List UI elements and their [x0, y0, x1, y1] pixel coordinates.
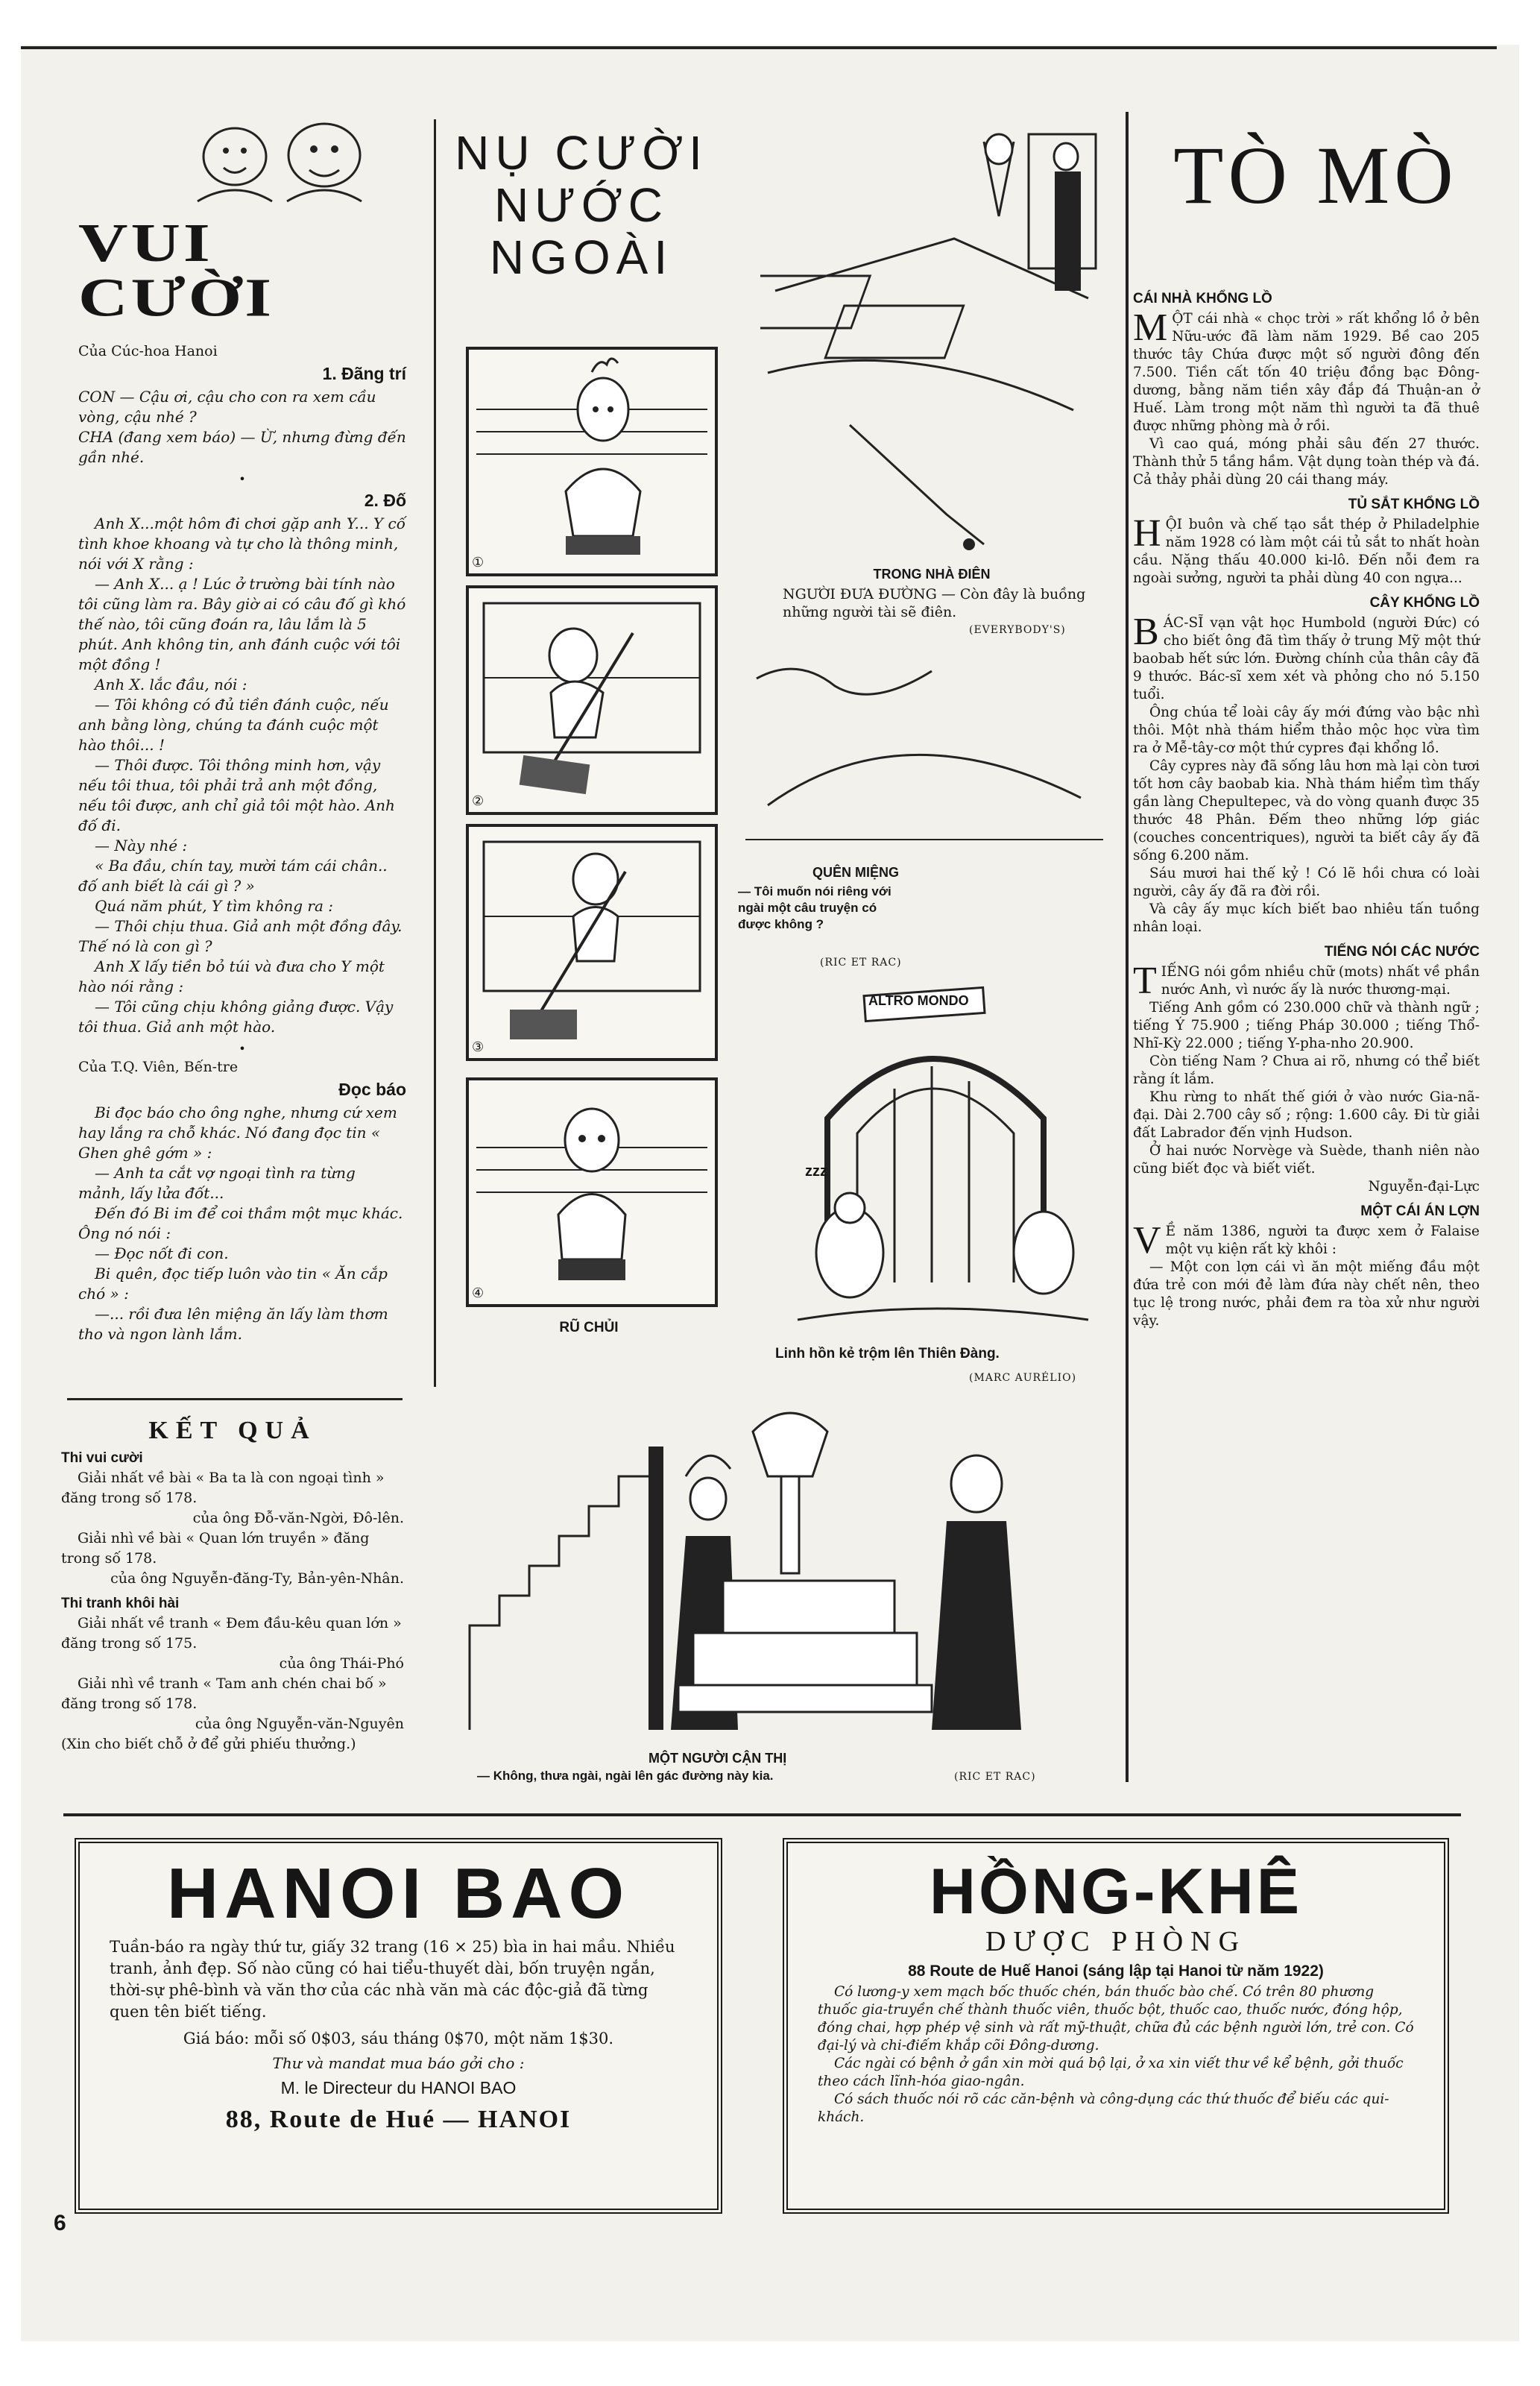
column-divider [434, 119, 436, 1387]
vui-cuoi-illustration [168, 104, 391, 209]
cartoon-source: (RIC ET RAC) [820, 957, 902, 969]
drop-cap: H [1133, 512, 1161, 555]
drop-cap: M [1133, 306, 1168, 349]
ad-subtitle: DƯỢC PHÒNG [985, 1926, 1247, 1958]
article-paragraph: ỘI buôn và chế tạo sắt thép ở Philadelphie năm 1928 có làm một cái tủ sắt to nhất hoàn cầu. Nặng thấu 40.000 ki-lô. Đến nỗi đem ra ngoài sưởng, người ta phải dùng 40 con ngựa... [1133, 517, 1480, 586]
joke-paragraph: Anh X...một hôm đi chơi gặp anh Y... Y cố tình khoe khoang và tự cho là thông minh, nói với X rằng : [78, 514, 405, 573]
article-heading: TỦ SẮT KHỔNG LỒ [1348, 497, 1480, 512]
comic-panel-1 [466, 347, 718, 576]
joke-paragraph: Đến đó Bi im để coi thầm một mục khác. Ông nó nói : [78, 1204, 403, 1242]
article-paragraph: Khu rừng to nhất thế giới ở vào nước Gia-nã-đại. Dài 2.700 cây số ; rộng: 1.600 cây. Đi từ giải đất Labrador đến vịnh Hudson. [1133, 1089, 1480, 1141]
joke-line: CON — Cậu ơi, cậu cho con ra xem cầu vòng, cậu nhé ? [78, 388, 376, 426]
joke-paragraph: Anh X. lắc đầu, nói : [95, 676, 247, 693]
ad-address: 88 Route de Huế Hanoi (sáng lập tại Hanoi từ năm 1922) [908, 1962, 1324, 1980]
cartoon-title: TRONG NHÀ ĐIÊN [873, 567, 991, 582]
comic-figure [469, 588, 715, 812]
joke-line: CHA (đang xem báo) — Ừ, nhưng đừng đến gần nhé. [78, 428, 406, 466]
cartoon-source: (EVERYBODY'S) [969, 624, 1066, 636]
article-paragraph: Cây cypres này đã sống lâu hơn mà lại còn tươi tốt hơn cây baobab kia. Nhà thám hiểm tìm thấy gần làng Chepultepec, và do vòng quanh được 35 thước 48 Phân. Đếm theo những lớp giác (couches concentriques), người ta biết cây ấy đã sống 6.200 năm. [1133, 758, 1480, 863]
title-line: NƯỚC [494, 178, 669, 232]
joke-paragraph: — Đọc nốt đi con. [95, 1244, 229, 1262]
cartoon-caption: NGƯỜI ĐƯA ĐƯỜNG — Còn đây là buồng những người tài sẽ điên. [783, 586, 1086, 620]
joke-paragraph: Bi đọc báo cho ông nghe, nhưng cứ xem hay lắng ra chỗ khác. Nó đang đọc tin « Ghen ghê gớm » : [78, 1104, 397, 1162]
joke-paragraph: « Ba đầu, chín tay, mười tám cái chân.. đố anh biết là cái gì ? » [78, 857, 388, 895]
article-paragraph: Vì cao quá, móng phải sâu đến 27 thước. Thành thử 5 tầng hầm. Vật dụng toàn thép và đá. Cả thảy phải dùng 20 cái thang máy. [1133, 436, 1480, 488]
article-paragraph: Còn tiếng Nam ? Chưa ai rõ, nhưng có thể biết rằng ít lắm. [1133, 1054, 1480, 1087]
comic-panel-4 [466, 1077, 718, 1307]
article-paragraph: ÁC-SĨ vạn vật học Humbold (người Đức) có cho biết ông đã tìm thấy ở trung Mỹ một thứ baobab hết sức lớn. Đường chính của thân cây đã 9 thước. Bác-sĩ xem xét và phỏng cho nó 5.150 tuổi. [1133, 615, 1480, 702]
article-paragraph: — Một con lợn cái vì ăn một miếng đầu một đứa trẻ con mới đẻ làm đứa này chết nên, theo tục lệ trong nước, phải đem ra tòa xử như người vậy. [1133, 1259, 1480, 1329]
ad-price: Giá báo: mỗi số 0$03, sáu tháng 0$70, một năm 1$30. [183, 2029, 614, 2047]
article-heading: TIẾNG NÓI CÁC NƯỚC [1324, 944, 1480, 960]
ketqua-result: Giải nhì về bài « Quan lớn truyền » đăng trong số 178. [61, 1530, 370, 1567]
joke-paragraph: — Thôi chịu thua. Giả anh một đồng đây. Thế nó là con gì ? [78, 917, 403, 955]
comic-panel-2 [466, 585, 718, 815]
title-line: NỤ CƯỜI [455, 126, 708, 180]
ketqua-note: (Xin cho biết chỗ ở để gửi phiếu thưởng.) [61, 1736, 356, 1752]
to-mo-column [1133, 283, 1480, 1330]
article-heading: MỘT CÁI ÁN LỢN [1360, 1203, 1480, 1219]
ad-mail: Thư và mandat mua báo gởi cho : [272, 2053, 525, 2072]
joke-paragraph: Quá năm phút, Y tìm không ra : [95, 897, 333, 915]
ketqua-winner: của ông Thái-Phó [279, 1655, 404, 1672]
ad-title: HANOI BAO [166, 1854, 631, 1933]
hong-khe-ad [783, 1838, 1449, 2214]
article-heading: CÁI NHÀ KHỔNG LỒ [1133, 291, 1272, 306]
ketqua-subheading: Thi vui cười [61, 1450, 143, 1466]
column-divider [1126, 112, 1129, 1782]
joke-paragraph: —... rồi đưa lên miệng ăn lấy làm thơm tho và ngon lành lắm. [78, 1305, 388, 1343]
ketqua-winner: của ông Đỗ-văn-Ngời, Đô-lên. [192, 1510, 404, 1526]
ad-address: 88, Route de Hué — HANOI [225, 2105, 572, 2133]
drop-cap: T [1133, 960, 1157, 1002]
joke-paragraph: — Tôi cũng chịu không giảng được. Vậy tôi thua. Giả anh một hào. [78, 998, 394, 1036]
comic-figure [469, 1080, 715, 1304]
vui-cuoi-column [78, 112, 406, 1344]
comic-panel-3 [466, 824, 718, 1061]
short-sighted-cartoon [455, 1387, 1111, 1745]
cartoon-rule [745, 839, 1103, 840]
ad-text: Tuần-báo ra ngày thứ tư, giấy 32 trang (16 × 25) bìa in hai mầu. Nhiều tranh, ảnh đẹp. Số nào cũng có hai tiểu-thuyết dài, bốn truyện ngắn, thời-sự phê-bình và văn thơ của các nhà văn mà các độc-giả đã từng quen tên biết tiếng. [110, 1937, 675, 2021]
separator-dot: • [239, 472, 246, 486]
joke-heading: 2. Đố [364, 491, 406, 510]
hill-sketch [753, 649, 1111, 820]
article-heading: CÂY KHỔNG LỒ [1369, 595, 1480, 611]
article-paragraph: IẾNG nói gồm nhiều chữ (mots) nhất về phần nước Anh, vì nước ấy là nước thương-mại. [1161, 964, 1480, 998]
panel-number: ② [472, 793, 485, 809]
panel-number: ④ [472, 1285, 485, 1301]
joke-heading: Đọc báo [338, 1080, 406, 1099]
separator-dot: • [239, 1042, 246, 1056]
article-paragraph: ỘT cái nhà « chọc trời » rất khổng lồ ở bên Nữu-ước đã làm năm 1929. Bề cao 205 thước tây Chứa được một số người đông đến 7.500. Tiền cất tốn 40 triệu đồng bạc Đông-dương, bằng năm tiền xây đắp đá Thuận-an ở Huế. Làm trong một năm thì người ta đã thuê được những phòng mà ở rồi. [1133, 311, 1480, 434]
heaven-gate-cartoon [783, 969, 1103, 1335]
title-line: NGOÀI [489, 230, 674, 284]
cartoon-title: QUÊN MIỆNG [812, 865, 900, 880]
joke-paragraph: Bi quên, đọc tiếp luôn vào tin « Ăn cắp chó » : [78, 1265, 388, 1303]
cartoon-caption: — Không, thưa ngài, ngài lên gác đường này kia. [477, 1769, 774, 1783]
ketqua-rule [67, 1398, 403, 1400]
panel-number: ③ [472, 1039, 485, 1055]
snore-text: zzz [805, 1163, 827, 1180]
cartoon-title: MỘT NGƯỜI CẬN THỊ [648, 1751, 787, 1766]
ad-text: Có sách thuốc nói rõ các căn-bệnh và công-dụng các thứ thuốc để biếu các qui-khách. [818, 2091, 1389, 2126]
joke-heading: 1. Đãng trí [322, 364, 406, 383]
ad-director: M. le Directeur du HANOI BAO [280, 2077, 517, 2097]
article-signature: Nguyễn-đại-Lực [1368, 1179, 1480, 1194]
ketqua-subheading: Thi tranh khôi hài [61, 1596, 180, 1611]
madhouse-cartoon [760, 127, 1103, 567]
article-paragraph: Và cây ấy mục kích biết bao nhiêu tấn tuồng nhân loại. [1133, 901, 1480, 935]
ad-text: Các ngài có bệnh ở gần xin mời quá bộ lại, ở xa xin viết thư về kể bệnh, gởi thuốc theo cách lĩnh-hóa giao-ngân. [818, 2056, 1404, 2090]
ketqua-result: Giải nhất về bài « Ba ta là con ngoại tình » đăng trong số 178. [61, 1470, 385, 1506]
joke-paragraph: — Này nhé : [95, 837, 188, 854]
joke-paragraph: — Tôi không có đủ tiền đánh cuộc, nếu anh bằng lòng, chúng ta đánh cuộc một hào thôi... ! [78, 696, 389, 754]
nu-cuoi-title [440, 127, 723, 283]
joke-paragraph: — Thôi được. Tôi thông minh hơn, vậy nếu tôi thua, tôi phải trả anh một đồng, nếu tôi được, anh chỉ giả tôi một hào. Anh đố đi. [78, 756, 395, 834]
drop-cap: B [1133, 611, 1159, 653]
joke-paragraph: Anh X lấy tiền bỏ túi và đưa cho Y một hào nói rằng : [78, 957, 385, 995]
ketqua-result: Giải nhất về tranh « Đem đầu-kêu quan lớn » đăng trong số 175. [61, 1615, 402, 1652]
gate-sign-text: ALTRO MONDO [868, 993, 969, 1008]
section-title-vui-cuoi: VUI CƯỜI [78, 212, 275, 328]
top-rule [21, 46, 1497, 49]
comic-figure [469, 350, 715, 573]
ket-qua-box [61, 1417, 404, 1754]
credit: Của T.Q. Viên, Bến-tre [78, 1059, 239, 1075]
ad-text: Có lương-y xem mạch bốc thuốc chén, bán thuốc bào chế. Có trên 80 phương thuốc gia-truyền chế thành thuốc viên, thuốc bột, thuốc cao, thuốc nước, đóng hộp, đóng chai, hợp phép vệ sinh và rất mỹ-thuật, chữa đủ các bệnh người lớn, trẻ con. Có đại-lý và chi-điếm khắp cõi Đông-dương. [818, 1984, 1414, 2054]
credit: Của Cúc-hoa Hanoi [78, 343, 218, 359]
ketqua-winner: của ông Nguyễn-đăng-Ty, Bản-yên-Nhân. [110, 1570, 404, 1587]
to-mo-title: TÒ MÒ [1173, 130, 1458, 221]
comic-caption: RŨ CHỦI [559, 1320, 619, 1335]
article-paragraph: Tiếng Anh gồm có 230.000 chữ và thành ngữ ; tiếng Ý 75.900 ; tiếng Pháp 30.000 ; tiếng Thổ-Nhĩ-Kỳ 22.000 ; tiếng Y-pha-nho 20.900. [1133, 1000, 1480, 1051]
joke-paragraph: — Anh ta cắt vợ ngoại tình ra từng mảnh, lấy lửa đốt... [78, 1164, 356, 1202]
comic-figure [469, 827, 715, 1058]
article-paragraph: Ở hai nước Norvège và Suède, thanh niên nào cũng biết đọc và biết viết. [1133, 1143, 1480, 1177]
panel-number: ① [472, 555, 485, 570]
cartoon-caption: — Tôi muốn nói riêng với ngài một câu truyện có được không ? [738, 884, 892, 931]
article-paragraph: Ề năm 1386, người ta được xem ở Falaise một vụ kiện rất kỳ khôi : [1165, 1224, 1480, 1257]
cartoon-source: (RIC ET RAC) [954, 1771, 1036, 1783]
ket-qua-title: KẾT QUẢ [148, 1417, 317, 1444]
drop-cap: V [1133, 1219, 1161, 1262]
joke-paragraph: — Anh X... ạ ! Lúc ở trường bài tính nào tôi cũng làm ra. Bây giờ ai có câu đố gì khó thế nào, tôi cũng đoán ra, lâu lắm là 5 phút. Anh không tin, anh đánh cuộc với tôi một đồng ! [78, 575, 406, 673]
article-paragraph: Ông chúa tể loài cây ấy mới đứng vào bậc nhì thôi. Một nhà thám hiểm thảo mộc học vừa tìm ra ở Mễ-tây-cơ một thứ cypres đại khổng lồ. [1133, 705, 1480, 756]
cartoon-caption: Linh hồn kẻ trộm lên Thiên Đàng. [775, 1346, 1000, 1362]
page-number: 6 [54, 2211, 66, 2235]
article-paragraph: Sáu mươi hai thế kỷ ! Có lẽ hồi chưa có loài người, cây ấy đã ra đời rồi. [1133, 866, 1480, 899]
ads-rule [63, 1813, 1461, 1816]
ketqua-result: Giải nhì về tranh « Tam anh chén chai bố » đăng trong số 178. [61, 1675, 387, 1712]
cartoon-source: (MARC AURÉLIO) [969, 1372, 1077, 1384]
ketqua-winner: của ông Nguyễn-văn-Nguyên [195, 1716, 404, 1732]
ad-title: HỒNG-KHÊ [929, 1856, 1303, 1927]
hanoi-bao-ad [75, 1838, 722, 2214]
